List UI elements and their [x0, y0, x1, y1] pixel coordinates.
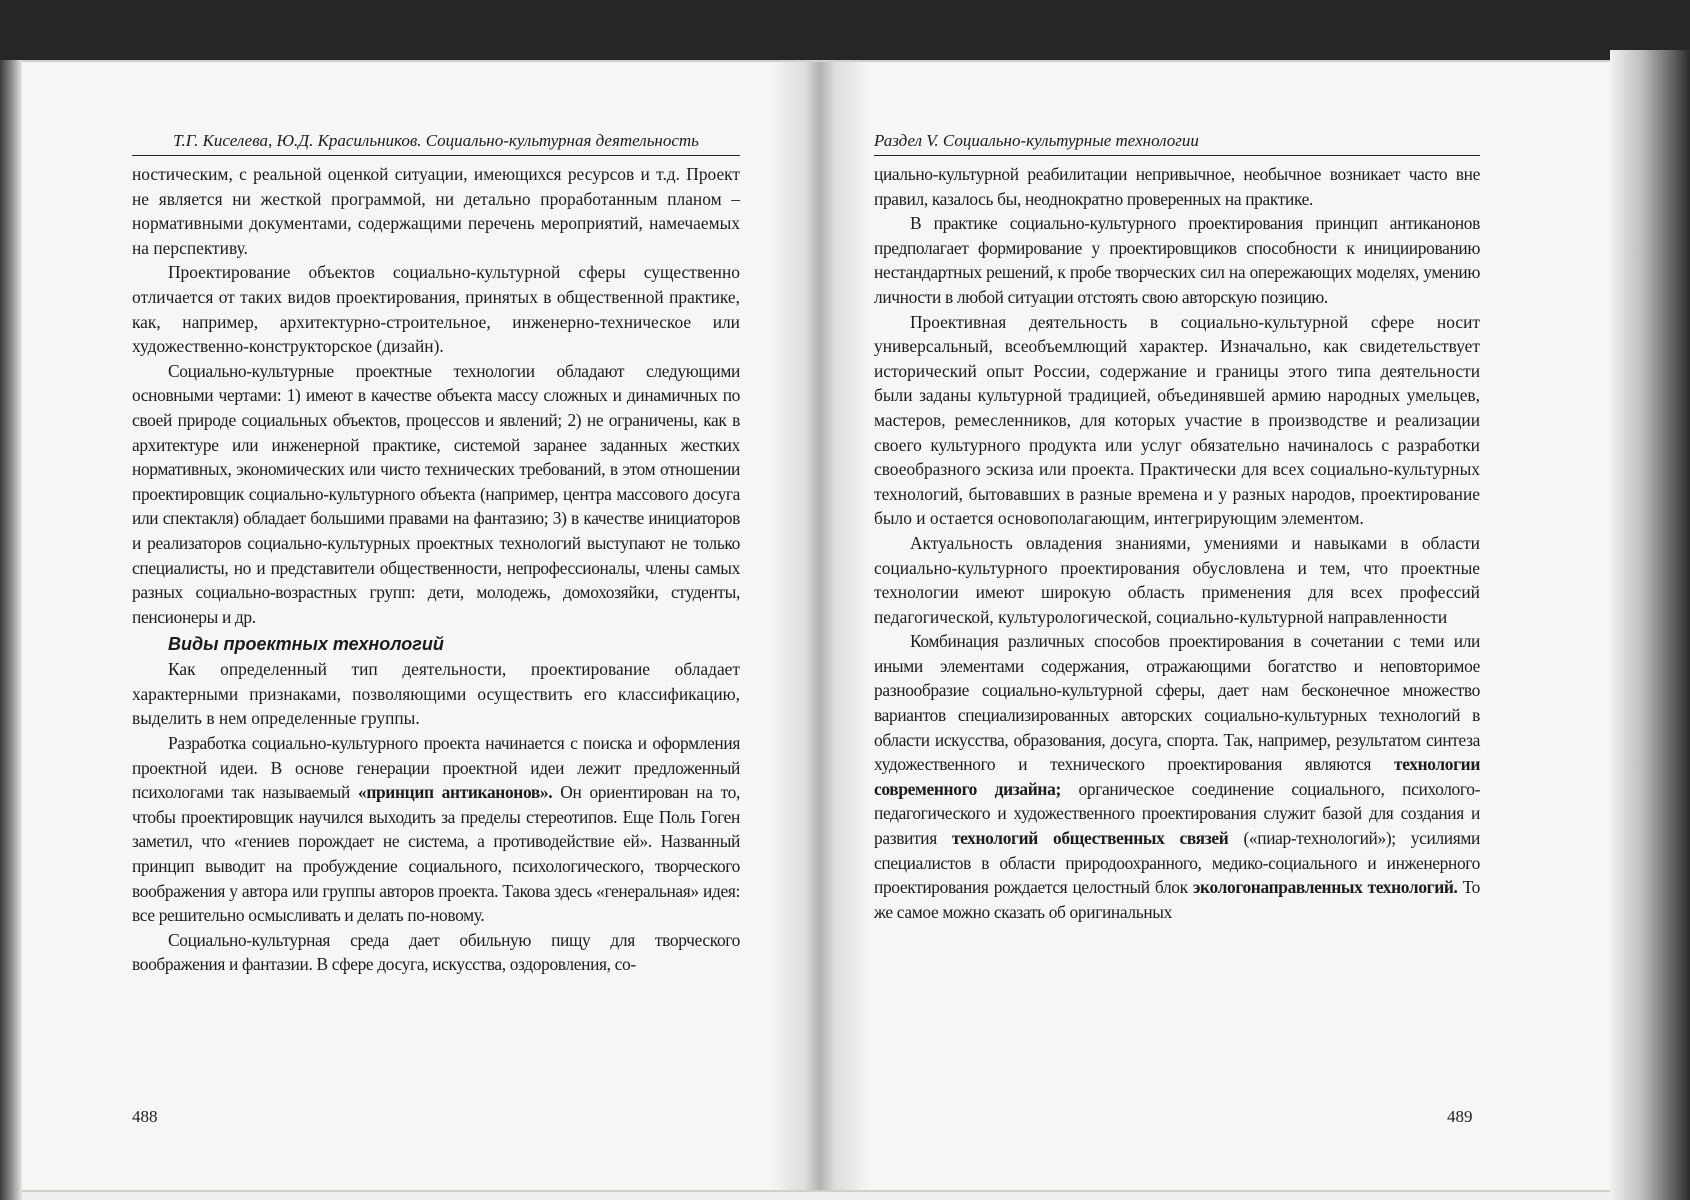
right-paragraph-5-bold-term-1: технологии современного дизайна; [874, 754, 1480, 799]
right-paragraph-1: циально-культурной реабилитации непривычное, необычное возникает часто вне правил, казалось бы, неоднократно проверенных на практике. [874, 164, 1480, 209]
right-page-body [874, 162, 1480, 924]
left-running-head: Т.Г. Киселева, Ю.Д. Красильников. Социально-культурная деятельность [132, 130, 740, 156]
left-paragraph-5-bold-term: «принцип антиканонов». [357, 782, 553, 803]
right-paragraph-5-part-g: То же самое можно сказать об оригинальных [874, 877, 1480, 922]
scanner-top-shadow [0, 0, 1690, 70]
left-paragraph-2: Проектирование объектов социально-культурной сферы существенно отличается от таких видов проектирования, принятых в общественной практике, как, например, архитектурно-строительное, инженерно-техническое или художественно-конструкторское (дизайн). [132, 262, 740, 357]
left-page-body [132, 162, 740, 977]
right-paragraph-4: Актуальность овладения знаниями, умениями и навыками в области социально-культурного проектирования обусловлена и тем, что проектные технологии имеют широкую область применения для всех профессий педагогической, культурологической, социально-культурной направленности [874, 532, 1480, 627]
right-paragraph-3: Проективная деятельность в социально-культурной сфере носит универсальный, всеобъемлющий характер. Изначально, как свидетельствует исторический опыт России, содержание и границы этого типа деятельности были заданы культурной традицией, объединявшей армию народных умельцев, мастеров, ремесленников, для которых участие в производстве и реализации своего культурного продукта или услуг обязательно начиналось с разработки своеобразного эскиза или проекта. Практически для всех социально-культурных технологий, бытовавших в разные времена и у разных народов, проектирование было и остается основополагающим, интегрирующим элементом. [874, 311, 1480, 529]
right-running-head: Раздел V. Социально-культурные технологии [874, 130, 1480, 156]
left-paragraph-4: Как определенный тип деятельности, проектирование обладает характерными признаками, позволяющими осуществить его классификацию, выделить в нем определенные группы. [132, 659, 740, 729]
left-paragraph-3: Социально-культурные проектные технологии обладают следующими основными чертами: 1) имеют в качестве объекта массу сложных и динамичных по своей природе социальных объектов, процессов и явлений; 2) не ограничены, как в архитектуре или инженерной практике, системой заранее заданных жестких нормативных, экономических или чисто технических требований, в этом отношении проектировщик социально-культурного объекта (например, центра массового досуга или спектакля) обладает большими правами на фантазию; 3) в качестве инициаторов и реализаторов социально-культурных проектных технологий выступают не только специалисты, но и представители общественности, непрофессионалы, члены самых разных социально-возрастных групп: дети, молодежь, домохозяйки, студенты, пенсионеры и др. [132, 360, 740, 627]
left-paragraph-5 [132, 731, 740, 928]
right-paragraph-5-part-e: («пиар-технологий»); усилиями специалистов в области природоохранного, медико-социального и инженерного проектирования рождается целостный блок [874, 828, 1481, 898]
right-paragraph-2: В практике социально-культурного проектирования принцип антиканонов предполагает формирование у проектировщиков способности к инициированию нестандартных решений, к пробе творческих сил на опережающих моделях, умению личности в любой ситуации отстоять свою авторскую позицию. [874, 213, 1480, 307]
left-page-number: 488 [132, 1107, 158, 1126]
left-book-edge [0, 60, 22, 1200]
left-paragraph-5-part-a: Разработка социально-культурного проекта начинается с поиска и оформления проектной идеи. В основе генерации проектной идеи лежит предложенный психологами так называемый [132, 733, 740, 803]
left-paragraph-6: Социально-культурная среда дает обильную пищу для творческого воображения и фантазии. В сфере досуга, искусства, оздоровления, со- [132, 929, 740, 975]
right-book-edge [1610, 50, 1690, 1200]
right-paragraph-5-part-c: органическое соединение социального, психолого-педагогического и художественного проектирования служит базой для создания и развития [874, 778, 1481, 849]
book-gutter-shadow [770, 62, 870, 1190]
left-page [132, 130, 740, 977]
right-paragraph-5-bold-term-2: технологий общественных связей [951, 828, 1229, 849]
right-page [874, 130, 1480, 924]
right-paragraph-5 [874, 629, 1480, 924]
right-paragraph-5-bold-term-3: экологонаправленных технологий. [1192, 877, 1458, 898]
right-paragraph-5-part-a: Комбинация различных способов проектирования в сочетании с теми или иными элементами содержания, отражающими богатство и неповторимое разнообразие социально-культурной сферы, дает нам бесконечное множество вариантов специализированных авторских социально-культурных технологий в области искусства, образования, досуга, спорта. Так, например, результатом синтеза художественного и технического проектирования являются [874, 631, 1480, 775]
section-heading: Виды проектных технологий [168, 634, 444, 655]
left-paragraph-1: ностическим, с реальной оценкой ситуации, имеющихся ресурсов и т.д. Проект не является ни жесткой программой, ни детально проработанным планом – нормативными документами, содержащими перечень мероприятий, намечаемых на перспективу. [132, 164, 740, 258]
left-paragraph-5-part-c: Он ориентирован на то, чтобы проектировщик научился выходить за пределы стереотипов. Еще Поль Гоген заметил, что «гениев порождает не система, а противодействие ей». Названный принцип выводит на пробуждение социального, психологического, творческого воображения у автора или группы авторов проекта. Такова здесь «генеральная» идея: все решительно осмысливать и делать по-новому. [132, 782, 740, 926]
right-page-number: 489 [1447, 1107, 1473, 1126]
